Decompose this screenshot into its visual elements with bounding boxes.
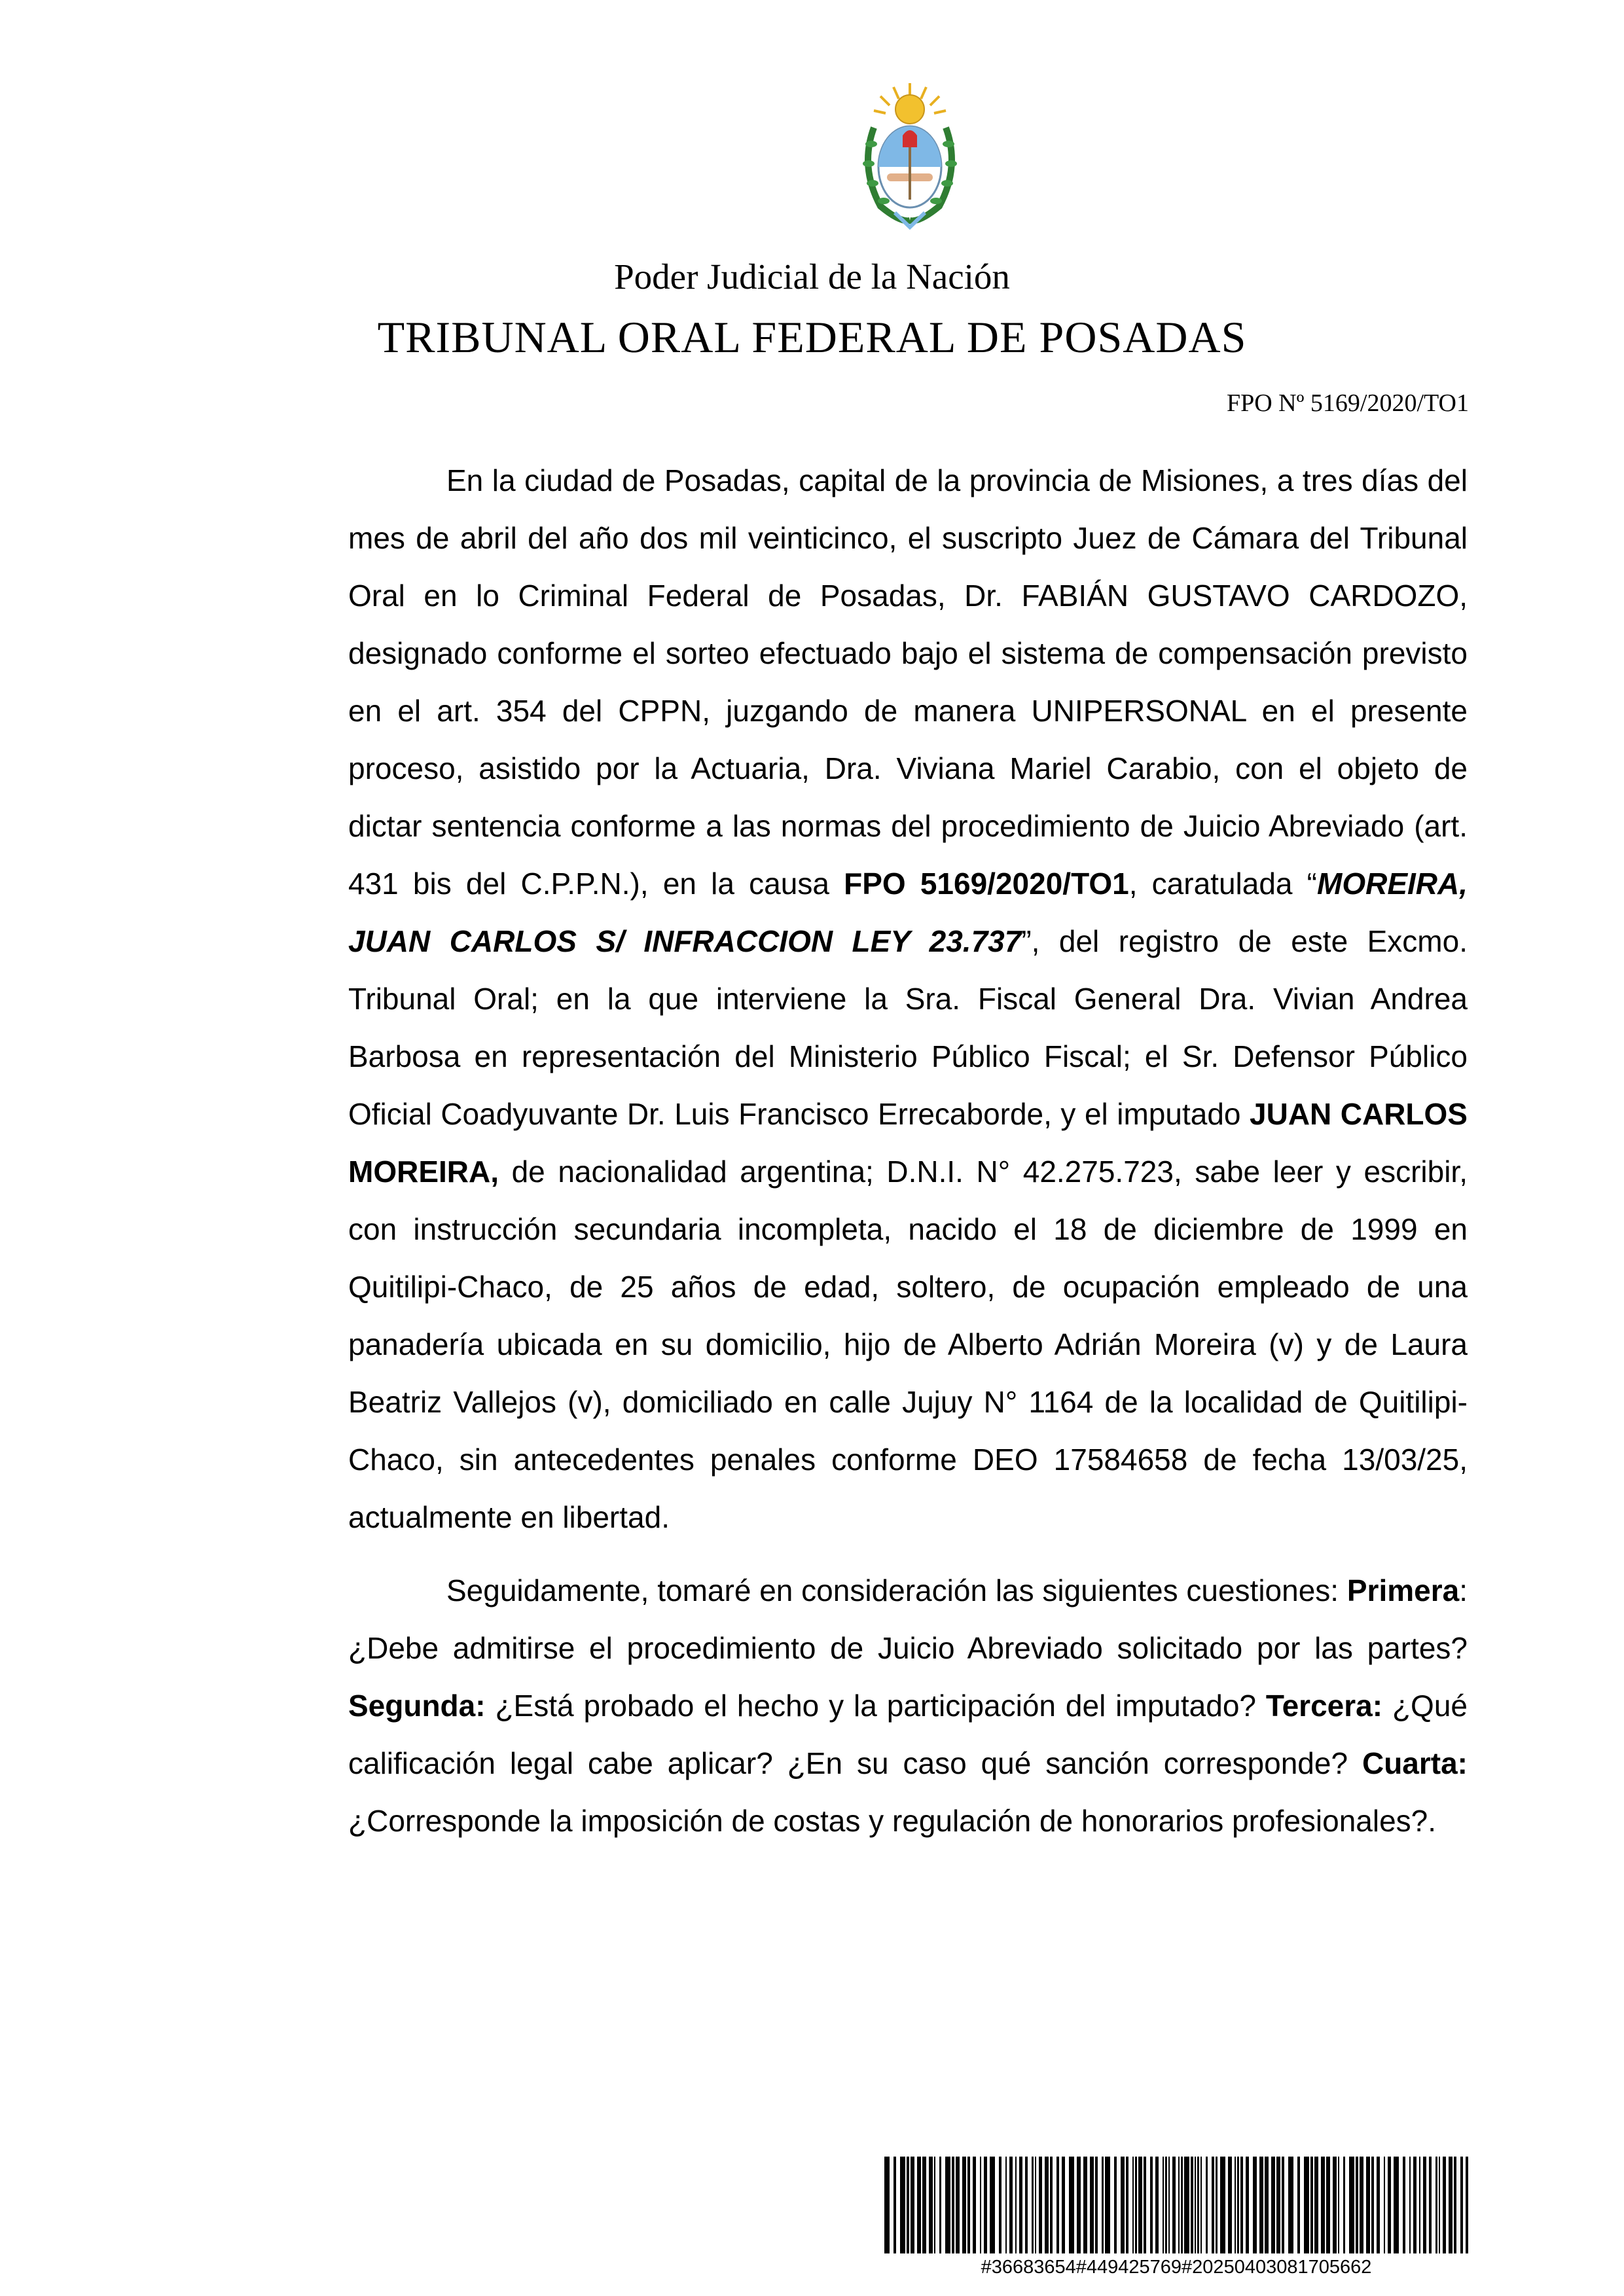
text-segment: Seguidamente, tomaré en consideración las siguientes cuestiones: [446, 1573, 1347, 1607]
court-name: TRIBUNAL ORAL FEDERAL DE POSADAS [377, 312, 1247, 362]
question-label-2: Segunda: [348, 1689, 486, 1723]
text-segment: , caratulada “ [1128, 867, 1318, 901]
barcode-number: #36683654#449425769#20250403081705662 [981, 2257, 1372, 2278]
case-reference: FPO 5169/2020/TO1 [844, 867, 1129, 901]
institution-name: Poder Judicial de la Nación [614, 257, 1010, 296]
file-reference: FPO Nº 5169/2020/TO1 [1226, 389, 1469, 417]
question-text-3: ¿Qué calificación legal cabe aplicar? ¿En su caso qué sanción corresponde? [348, 1689, 1468, 1780]
question-text-1: : ¿Debe admitirse el procedimiento de Juicio Abreviado solicitado por las partes? [348, 1573, 1468, 1665]
question-label-4: Cuarta: [1362, 1746, 1468, 1780]
question-text-2: ¿Está probado el hecho y la participación del imputado? [485, 1689, 1266, 1723]
case-title: MOREIRA, JUAN CARLOS S/ INFRACCION LEY 23.737 [348, 867, 1468, 958]
question-label-3: Tercera: [1265, 1689, 1383, 1723]
question-text-4: ¿Corresponde la imposición de costas y regulación de honorarios profesionales?. [348, 1804, 1437, 1838]
document-body [348, 452, 1468, 1850]
text-segment: de nacionalidad argentina; D.N.I. N° 42.275.723, sabe leer y escribir, con instrucción secundaria incompleta, nacido el 18 de diciembre de 1999 en Quitilipi-Chaco, de 25 años de edad, soltero, de ocupación empleado de una panadería ubicada en su domicilio, hijo de Alberto Adrián Moreira (v) y de Laura Beatriz Vallejos (v), domiciliado en calle Jujuy N° 1164 de la localidad de Quitilipi-Chaco, sin antecedentes penales conforme DEO 17584658 de fecha 13/03/25, actualmente en libertad. [348, 1155, 1468, 1534]
text-segment: ”, del registro de este Excmo. Tribunal Oral; en la que interviene la Sra. Fiscal General Dra. Vivian Andrea Barbosa en representación del Ministerio Público Fiscal; el Sr. Defensor Público Oficial Coadyuvante Dr. Luis Francisco Errecaborde, y el imputado [348, 924, 1468, 1131]
barcode-icon [884, 2157, 1468, 2253]
paragraph-proceedings [348, 452, 1468, 1546]
text-segment: En la ciudad de Posadas, capital de la provincia de Misiones, a tres días del mes de abril del año dos mil veinticinco, el suscripto Juez de Cámara del Tribunal Oral en lo Criminal Federal de Posadas, Dr. FABIÁN GUSTAVO CARDOZO, designado conforme el sorteo efectuado bajo el sistema de compensación previsto en el art. 354 del CPPN, juzgando de manera UNIPERSONAL en el presente proceso, asistido por la Actuaria, Dra. Viviana Mariel Carabio, con el objeto de dictar sentencia conforme a las normas del procedimiento de Juicio Abreviado (art. 431 bis del C.P.P.N.), en la causa [348, 463, 1468, 901]
defendant-name: JUAN CARLOS MOREIRA, [348, 1097, 1468, 1189]
question-label-1: Primera [1346, 1573, 1460, 1607]
paragraph-questions [348, 1562, 1468, 1850]
coat-of-arms-icon [854, 82, 965, 232]
